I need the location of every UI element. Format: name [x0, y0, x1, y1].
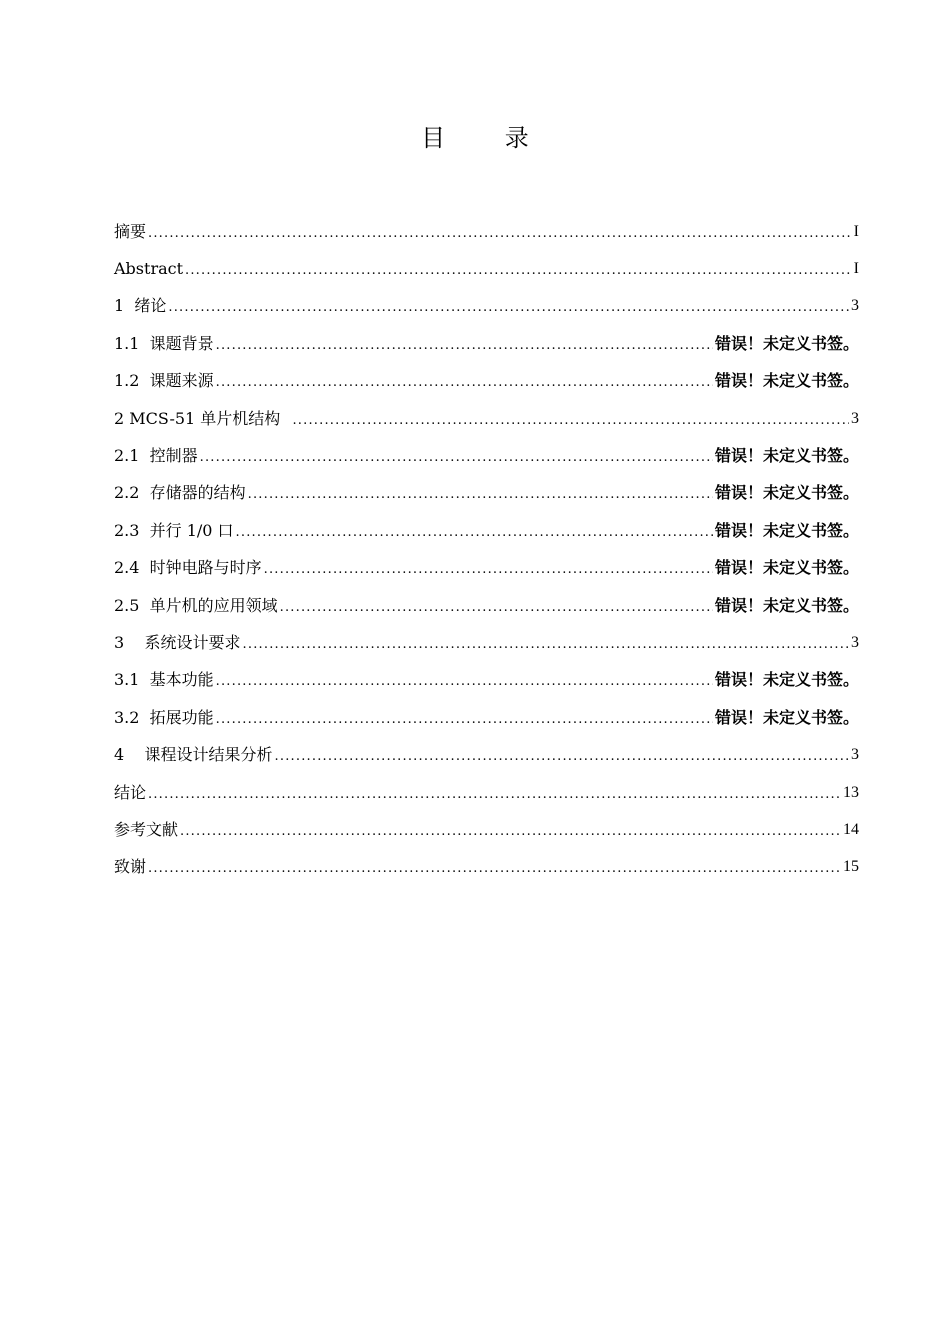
page-title: 目 录: [421, 124, 555, 152]
toc-entry[interactable]: [114, 662, 859, 699]
toc-leader-dots: [148, 857, 841, 877]
toc-entry-label: 2.5 单片机的应用领域: [114, 595, 278, 615]
toc-entry-page: 13: [843, 783, 859, 801]
toc-entry-page: 3: [851, 633, 859, 651]
toc-entry-label: 参考文献: [114, 819, 179, 839]
toc-entry[interactable]: [114, 811, 859, 848]
toc-entry-page: 15: [843, 858, 859, 876]
toc-entry-page-error: 错误！未定义书签。: [714, 483, 859, 503]
toc-leader-dots: [236, 521, 713, 541]
toc-entry-label: 结论: [114, 782, 147, 802]
toc-leader-dots: [264, 558, 713, 578]
toc-leader-dots: [148, 222, 852, 242]
toc-entry[interactable]: [114, 288, 859, 325]
toc-entry[interactable]: [114, 400, 859, 437]
toc-entry-label: 2.3 并行 1/0 口: [114, 520, 234, 540]
toc-leader-dots: [185, 259, 852, 279]
toc-entry-page-error: 错误！未定义书签。: [714, 520, 859, 540]
toc-entry[interactable]: [114, 213, 859, 250]
toc-entry-label: 摘要: [114, 221, 147, 241]
toc-leader-dots: [216, 708, 713, 728]
toc-entry-label: 3.1 基本功能: [114, 670, 214, 690]
toc-leader-dots: [275, 745, 849, 765]
toc-entry[interactable]: [114, 699, 859, 736]
toc-entry-page-error: 错误！未定义书签。: [714, 707, 859, 727]
toc-leader-dots: [216, 334, 713, 354]
table-of-contents: [114, 213, 859, 886]
toc-entry[interactable]: [114, 512, 859, 549]
toc-entry-page: 3: [851, 409, 859, 427]
toc-entry-label: 致谢: [114, 857, 147, 877]
toc-entry[interactable]: [114, 250, 859, 287]
toc-entry-label: Abstract: [114, 259, 184, 279]
toc-entry[interactable]: [114, 550, 859, 587]
toc-entry-page-error: 错误！未定义书签。: [714, 595, 859, 615]
toc-entry[interactable]: [114, 587, 859, 624]
toc-entry-page: I: [853, 260, 859, 278]
toc-leader-dots: [280, 596, 713, 616]
toc-entry-page-error: 错误！未定义书签。: [714, 558, 859, 578]
toc-entry-page-error: 错误！未定义书签。: [714, 371, 859, 391]
toc-entry[interactable]: [114, 624, 859, 661]
toc-entry[interactable]: [114, 325, 859, 362]
toc-entry-label: 4 课程设计结果分析: [114, 745, 273, 765]
toc-entry-label: 2 MCS-51 单片机结构: [114, 408, 291, 428]
toc-entry-label: 1.2 课题来源: [114, 371, 214, 391]
toc-entry-label: 2.4 时钟电路与时序: [114, 558, 262, 578]
toc-entry-page: I: [853, 222, 859, 240]
toc-entry-page: 3: [851, 746, 859, 764]
toc-entry[interactable]: [114, 849, 859, 886]
toc-entry-label: 1.1 课题背景: [114, 333, 214, 353]
toc-leader-dots: [180, 820, 841, 840]
toc-entry-label: 3 系统设计要求: [114, 632, 241, 652]
toc-entry[interactable]: [114, 475, 859, 512]
toc-leader-dots: [148, 783, 841, 803]
toc-entry-page: 3: [851, 297, 859, 315]
toc-leader-dots: [248, 483, 713, 503]
toc-leader-dots: [200, 446, 713, 466]
toc-entry[interactable]: [114, 437, 859, 474]
toc-entry-page-error: 错误！未定义书签。: [714, 333, 859, 353]
toc-entry[interactable]: [114, 363, 859, 400]
toc-entry-page-error: 错误！未定义书签。: [714, 446, 859, 466]
toc-entry[interactable]: [114, 736, 859, 773]
toc-entry-label: 1 绪论: [114, 296, 167, 316]
toc-leader-dots: [292, 409, 849, 429]
toc-entry-label: 3.2 拓展功能: [114, 707, 214, 727]
toc-leader-dots: [243, 633, 849, 653]
toc-entry-label: 2.2 存储器的结构: [114, 483, 246, 503]
toc-leader-dots: [168, 296, 849, 316]
toc-entry[interactable]: [114, 774, 859, 811]
toc-entry-label: 2.1 控制器: [114, 446, 198, 466]
toc-leader-dots: [216, 670, 713, 690]
toc-leader-dots: [216, 371, 713, 391]
toc-entry-page: 14: [843, 820, 859, 838]
toc-entry-page-error: 错误！未定义书签。: [714, 670, 859, 690]
